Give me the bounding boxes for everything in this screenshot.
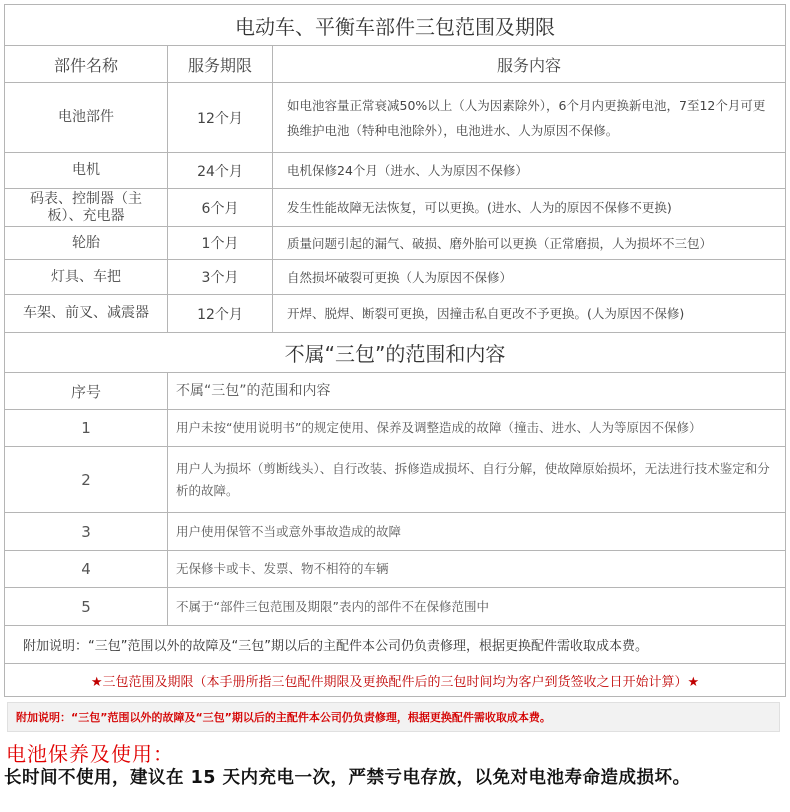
exclusion-seq: 5 bbox=[81, 597, 91, 616]
part-content: 发生性能故障无法恢复，可以更换。(进水、人为的原因不保修不更换) bbox=[272, 189, 785, 226]
exclusion-seq: 3 bbox=[81, 522, 91, 541]
part-period: 12个月 bbox=[167, 295, 272, 332]
warranty-row bbox=[5, 295, 785, 333]
exclusion-row bbox=[5, 410, 785, 447]
part-content: 质量问题引起的漏气、破损、磨外胎可以更换（正常磨损，人为损坏不三包） bbox=[272, 227, 785, 259]
part-name: 电机 bbox=[72, 162, 100, 178]
warranty-row bbox=[5, 260, 785, 295]
exclusion-content: 无保修卡或卡、发票、物不相符的车辆 bbox=[167, 551, 785, 587]
exclusion-seq: 4 bbox=[81, 560, 91, 578]
warranty-header-row bbox=[5, 46, 785, 83]
warranty-title: 电动车、平衡车部件三包范围及期限 bbox=[235, 14, 555, 39]
part-content: 开焊、脱焊、断裂可更换，因撞击私自更改不予更换。(人为原因不保修) bbox=[272, 295, 785, 332]
warranty-row bbox=[5, 189, 785, 227]
exclusion-content: 不属于“部件三包范围及期限”表内的部件不在保修范围中 bbox=[167, 588, 785, 625]
exclusions-title: 不属“三包”的范围和内容 bbox=[284, 342, 506, 366]
part-period: 1个月 bbox=[167, 227, 272, 259]
header-part: 部件名称 bbox=[53, 55, 118, 75]
warranty-sheet bbox=[4, 4, 786, 697]
exclusions-header-row bbox=[5, 373, 785, 410]
header-exclusion-content: 不属“三包”的范围和内容 bbox=[167, 373, 785, 409]
part-period: 24个月 bbox=[167, 153, 272, 188]
part-name: 轮胎 bbox=[72, 234, 100, 251]
part-content: 电机保修24个月（进水、人为原因不保修） bbox=[272, 153, 785, 188]
exclusion-content: 用户使用保管不当或意外事故造成的故障 bbox=[167, 513, 785, 550]
part-name: 码表、控制器（主板）、充电器 bbox=[30, 190, 142, 224]
additional-note: 附加说明：“三包”范围以外的故障及“三包”期以后的主配件本公司仍负责修理，根据更换配件需收取成本费。 bbox=[23, 639, 648, 654]
exclusions-title-row bbox=[5, 333, 785, 373]
part-name: 车架、前叉、减震器 bbox=[23, 305, 149, 321]
part-period: 3个月 bbox=[167, 260, 272, 294]
warranty-row bbox=[5, 153, 785, 189]
part-name: 电池部件 bbox=[58, 109, 114, 125]
warranty-title-row bbox=[5, 5, 785, 46]
warranty-period-note: ★三包范围及期限（本手册所指三包配件期限及更换配件后的三包时间均为客户到货签收之日开始计算）★ bbox=[90, 674, 700, 690]
exclusion-content: 用户未按“使用说明书”的规定使用、保养及调整造成的故障（撞击、进水、人为等原因不保修） bbox=[167, 410, 785, 446]
exclusion-row bbox=[5, 447, 785, 513]
battery-care-title: 电池保养及使用： bbox=[6, 742, 174, 766]
part-content: 自然损坏破裂可更换（人为原因不保修） bbox=[272, 260, 785, 294]
additional-note-banner: 附加说明：“三包”范围以外的故障及“三包”期以后的主配件本公司仍负责修理，根据更换配件需收取成本费。 bbox=[7, 702, 780, 732]
exclusion-row bbox=[5, 551, 785, 588]
part-content: 如电池容量正常衰减50%以上（人为因素除外），6个月内更换新电池，7至12个月可更换维护电池（特种电池除外），电池进水、人为原因不保修。 bbox=[272, 83, 785, 152]
header-content: 服务内容 bbox=[272, 46, 785, 82]
exclusion-row bbox=[5, 513, 785, 551]
exclusion-seq: 1 bbox=[81, 419, 91, 437]
warranty-row bbox=[5, 83, 785, 153]
battery-care-text: 长时间不使用，建议在 15 天内充电一次，严禁亏电存放，以免对电池寿命造成损坏。 bbox=[4, 768, 691, 788]
part-name: 灯具、车把 bbox=[51, 268, 121, 285]
note-row bbox=[5, 626, 785, 664]
part-period: 6个月 bbox=[167, 189, 272, 226]
red-note-row bbox=[5, 664, 785, 696]
warranty-row bbox=[5, 227, 785, 260]
exclusion-content: 用户人为损坏（剪断线头）、自行改装、拆修造成损坏、自行分解，使故障原始损坏，无法进行技术鉴定和分析的故障。 bbox=[167, 447, 785, 512]
exclusion-seq: 2 bbox=[81, 470, 91, 489]
exclusion-row bbox=[5, 588, 785, 626]
header-period: 服务期限 bbox=[167, 46, 272, 82]
part-period: 12个月 bbox=[167, 83, 272, 152]
header-seq: 序号 bbox=[70, 382, 101, 401]
